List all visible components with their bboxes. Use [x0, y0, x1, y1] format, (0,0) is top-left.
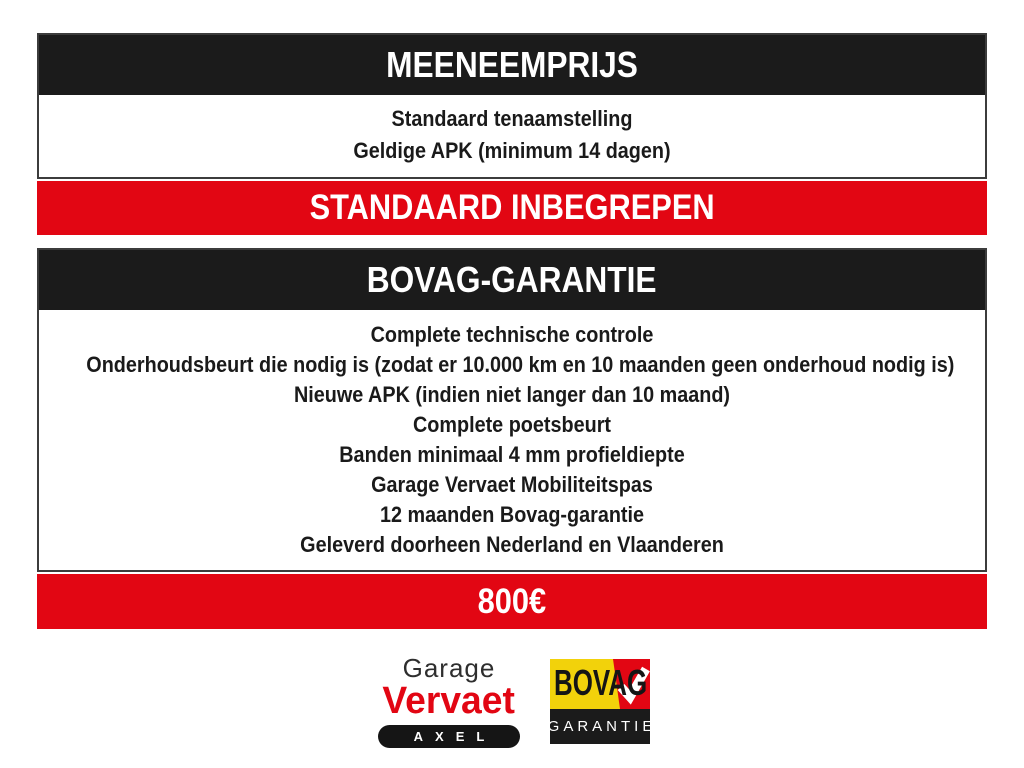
card-content: [37, 33, 987, 748]
meeneemprijs-items: [39, 95, 985, 177]
bovag-logo-garantie-word: GARANTIE: [547, 718, 657, 736]
bovag-logo-top: [550, 659, 650, 709]
meeneemprijs-header: [39, 35, 985, 95]
bovag-logo-bottom: [547, 709, 657, 744]
bovag-logo-word: BOVAG: [554, 662, 648, 704]
standaard-inbegrepen-bar: [37, 181, 987, 235]
standaard-inbegrepen-label: STANDAARD INBEGREPEN: [309, 188, 715, 227]
garage-vervaet-logo-name: Vervaet: [382, 680, 516, 723]
list-item: Complete poetsbeurt: [412, 412, 612, 437]
garage-vervaet-logo-top: Garage: [402, 653, 496, 683]
bovag-garantie-items: [39, 310, 985, 570]
price-label: 800€: [477, 581, 547, 621]
bovag-garantie-header: [39, 250, 985, 310]
list-item: 12 maanden Bovag-garantie: [379, 502, 645, 527]
list-item: Onderhoudsbeurt die nodig is (zodat er 10.000 km en 10 maanden geen onderhoud nodig is): [86, 352, 955, 377]
garage-vervaet-logo: [374, 655, 524, 748]
list-item: Banden minimaal 4 mm profieldiepte: [339, 442, 685, 467]
bovag-garantie-logo: [547, 659, 657, 744]
bovag-garantie-box: [37, 248, 987, 572]
meeneemprijs-title: MEENEEMPRIJS: [386, 44, 638, 85]
footer-logos: [37, 655, 987, 748]
list-item: Geldige APK (minimum 14 dagen): [353, 138, 671, 163]
price-bar: [37, 574, 987, 629]
list-item: Complete technische controle: [370, 322, 654, 347]
list-item: Geleverd doorheen Nederland en Vlaanderen: [300, 532, 724, 557]
list-item: Standaard tenaamstelling: [391, 106, 633, 131]
list-item: Nieuwe APK (indien niet langer dan 10 maand): [293, 382, 731, 407]
axel-badge: AXEL: [378, 725, 520, 748]
meeneemprijs-box: [37, 33, 987, 179]
bovag-garantie-title: BOVAG-GARANTIE: [367, 259, 657, 300]
list-item: Garage Vervaet Mobiliteitspas: [371, 472, 653, 497]
